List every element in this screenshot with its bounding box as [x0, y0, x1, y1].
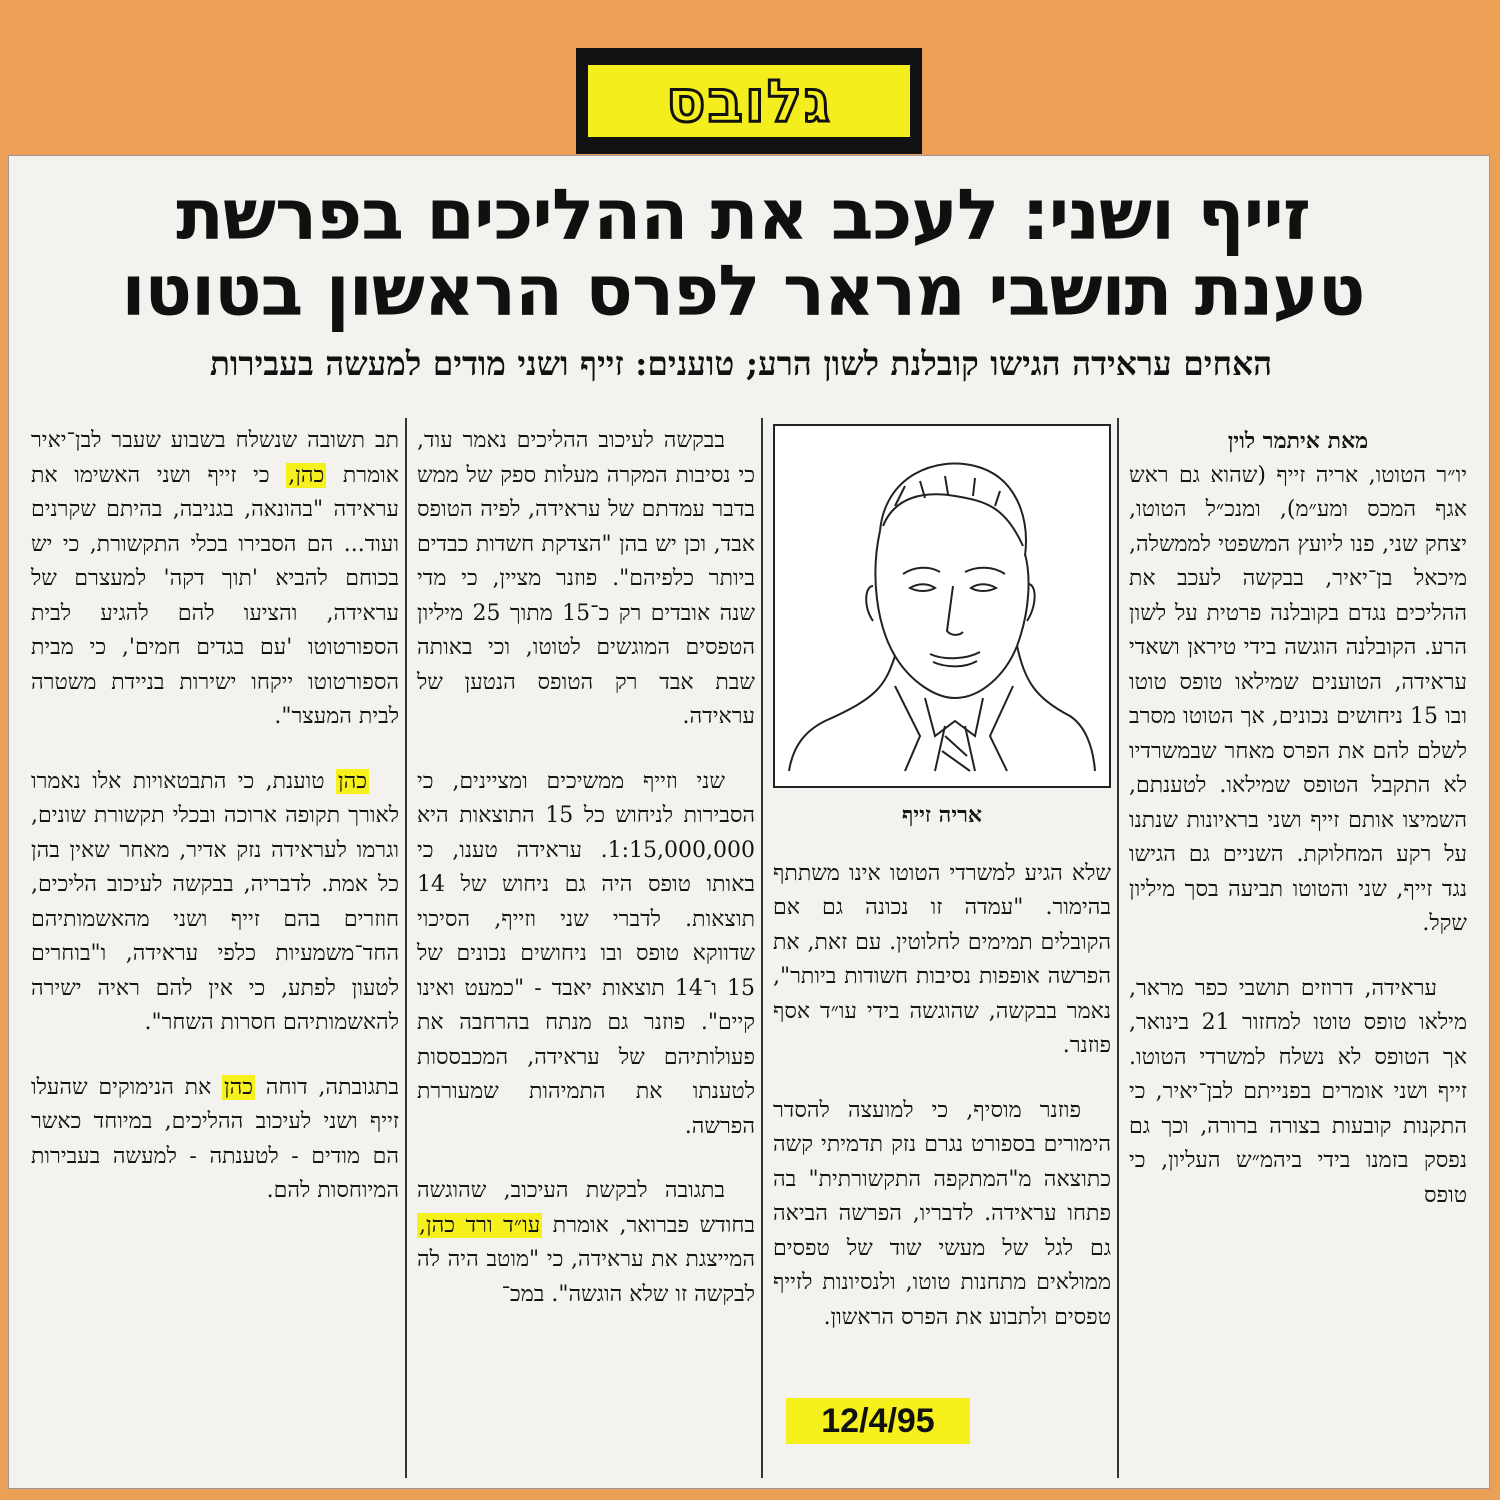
paragraph	[31, 1071, 399, 1209]
text-run: בתגובה לבקשת העיכוב, שהוגשה בחודש פברואר, אומרת	[417, 1178, 755, 1238]
article-column-4	[31, 424, 399, 1239]
highlighted-name: כהן	[224, 1074, 254, 1100]
article-column-2	[773, 424, 1111, 1365]
headline-line-2: טענת תושבי מראר לפרס הראשון בטוטו	[121, 250, 1365, 332]
column-rule	[1117, 418, 1119, 1478]
newspaper-clipping	[8, 155, 1490, 1489]
column-rule	[761, 418, 763, 1478]
highlighted-name: עו״ד ורד כהן,	[419, 1212, 541, 1238]
highlighted-name: כהן,	[288, 462, 325, 488]
text-run: בתגובתה, דוחה	[255, 1074, 400, 1100]
paragraph: שני וזייף ממשיכים ומציינים, כי הסבירות לניחוש כל 15 התוצאות היא 1:15,000,000. עראידה טענו, כי באותו טופס היה גם ניחוש של 14 תוצאות. לדברי שני וזייף, הסיכוי שדווקא טופס ובו ניחושים נכונים של 15 ו־14 תוצאות יאבד - "כמעט ואינו קיים". פוזנר גם מנתח בהרחבה את פעולותיהם של עראידה, המכבססות לטענתו את התמיהות שמעוררת הפרשה.	[417, 768, 755, 1139]
headline-line-1: זייף ושני: לעכב את ההליכים בפרשת	[176, 174, 1310, 256]
paragraph	[31, 424, 399, 735]
masthead-plate	[588, 65, 910, 137]
article-column-1	[1129, 424, 1467, 1243]
paragraph: שלא הגיע למשרדי הטוטו אינו משתתף בהימור. "עמדה זו נכונה גם אם הקובלים תמימים לחלוטין. עם זאת, את הפרשה אופפות נסיבות חשודות ביותר", נאמר בבקשה, שהוגשה בידי עו״ד אסף פוזנר.	[773, 860, 1111, 1058]
column-rule	[405, 418, 407, 1478]
newspaper-logo: גלובס	[666, 67, 832, 135]
paragraph: פוזנר מוסיף, כי למועצה להסדר הימורים בספורט נגרם נזק תדמיתי קשה כתוצאה מ"המתקפה התקשורתית" בה פתחו עראידה. לדבריו, הפרשה הביאה גם לגל של מעשי שוד של טפסים ממולאים מתחנות טוטו, ולנסיונות לזייף טפסים ולתבוע את הפרס הראשון.	[773, 1097, 1111, 1330]
paragraph	[31, 765, 399, 1041]
paragraph: עראידה, דרוזים תושבי כפר מראר, מילאו טופס טוטו למחזור 21 בינואר, אך הטופס לא נשלח למשרדי הטוטו. זייף ושני אומרים בפנייתם לבן־יאיר, כי התקנות קובעות בצורה ברורה, וכך גם נפסק בזמנו בידי ביהמ״ש העליון, כי טופס	[1129, 975, 1467, 1208]
masthead	[576, 48, 922, 154]
paragraph: בבקשה לעיכוב ההליכים נאמר עוד, כי נסיבות המקרה מעלות ספק של ממש בדבר עמדתם של עראידה, לפיה הטופס אבד, וכן יש בהן "הצדקת חשדות כבדים ביותר כלפיהם". פוזנר מציין, כי מדי שנה אובדים רק כ־15 מתוך 25 מיליון הטפסים המוגשים לטוטו, וכי באותה שבת אבד רק הטופס הנטען של עראידה.	[417, 428, 755, 729]
text-run: תב תשובה שנשלח בשבוע שעבר לבן־יאיר אומרת	[31, 428, 399, 488]
text-run: את הנימוקים שהעלו זייף ושני לעיכוב ההליכים, במיוחד כאשר הם מודים - לטענתה - למעשה בעבירות המיוחסות להם.	[31, 1074, 399, 1203]
text-run: כי זייף ושני האשימו את עראידה "בהונאה, בגניבה, בהיתם שקרנים ועוד... הם הסבירו בכלי התקשורת, כי יש בכוחם להביא 'תוך דקה' למעצרם של עראידה, והציעו להם להגיע לבית הספורטוטו 'עם בגדים חמים', כי מבית הספורטוטו ייקחו ישירות בניידת משטרה לבית המעצר".	[31, 462, 399, 729]
portrait-sketch	[785, 436, 1099, 776]
portrait-frame	[773, 424, 1111, 788]
paragraph	[417, 1174, 755, 1312]
highlighted-name: כהן	[337, 768, 367, 794]
date-label: 12/4/95	[786, 1398, 970, 1444]
subheadline: האחים עראידה הגישו קובלנת לשון הרע; טוענים: זייף ושני מודים למעשה בעבירות	[209, 344, 1273, 383]
article-column-3	[417, 424, 755, 1342]
text-run: המייצגת את עראידה, כי "מוטב היה לה לבקשה זו שלא הוגשה". במכ־	[417, 1247, 755, 1307]
paragraph: יו״ר הטוטו, אריה זייף (שהוא גם ראש אגף המכס ומע״מ), ומנכ״ל הטוטו, יצחק שני, פנו ליועץ המשפטי לממשלה, מיכאל בן־יאיר, בבקשה לעכב את ההליכים נגדם בקובלנה פרטית על לשון הרע. הקובלנה הוגשה בידי טיראן ושאדי עראידה, הטוענים שמילאו טופס טוטו ובו 15 ניחושים נכונים, אך הטוטו מסרב לשלם להם את הפרס מאחר שבמשרדיו לא התקבל הטופס שמילאו. לטענתם, השמיצו אותם זייף ושני בראיונות שנתנו על רקע המחלוקת. השניים גם הגישו נגד זייף, שני והטוטו תביעה בסך מיליון שקל.	[1129, 462, 1467, 936]
portrait-caption: אריה זייף	[901, 802, 983, 828]
byline: מאת איתמר לוין	[1227, 428, 1369, 454]
text-run: טוענת, כי התבטאויות אלו נאמרו לאורך תקופה ארוכה ובכלי תקשורת שונים, וגרמו לעראידה נזק אדיר, מאחר שאין בהן כל אמת. לדבריה, בבקשה לעיכוב הליכים, חוזרים בהם זייף ושני מהאשמותיהם החד־משמעיות כלפי עראידה, ו"בוחרים לטעון לפתע, כי אין להם ראיה ישירה להאשמותיהם חסרות השחר".	[31, 768, 399, 1035]
